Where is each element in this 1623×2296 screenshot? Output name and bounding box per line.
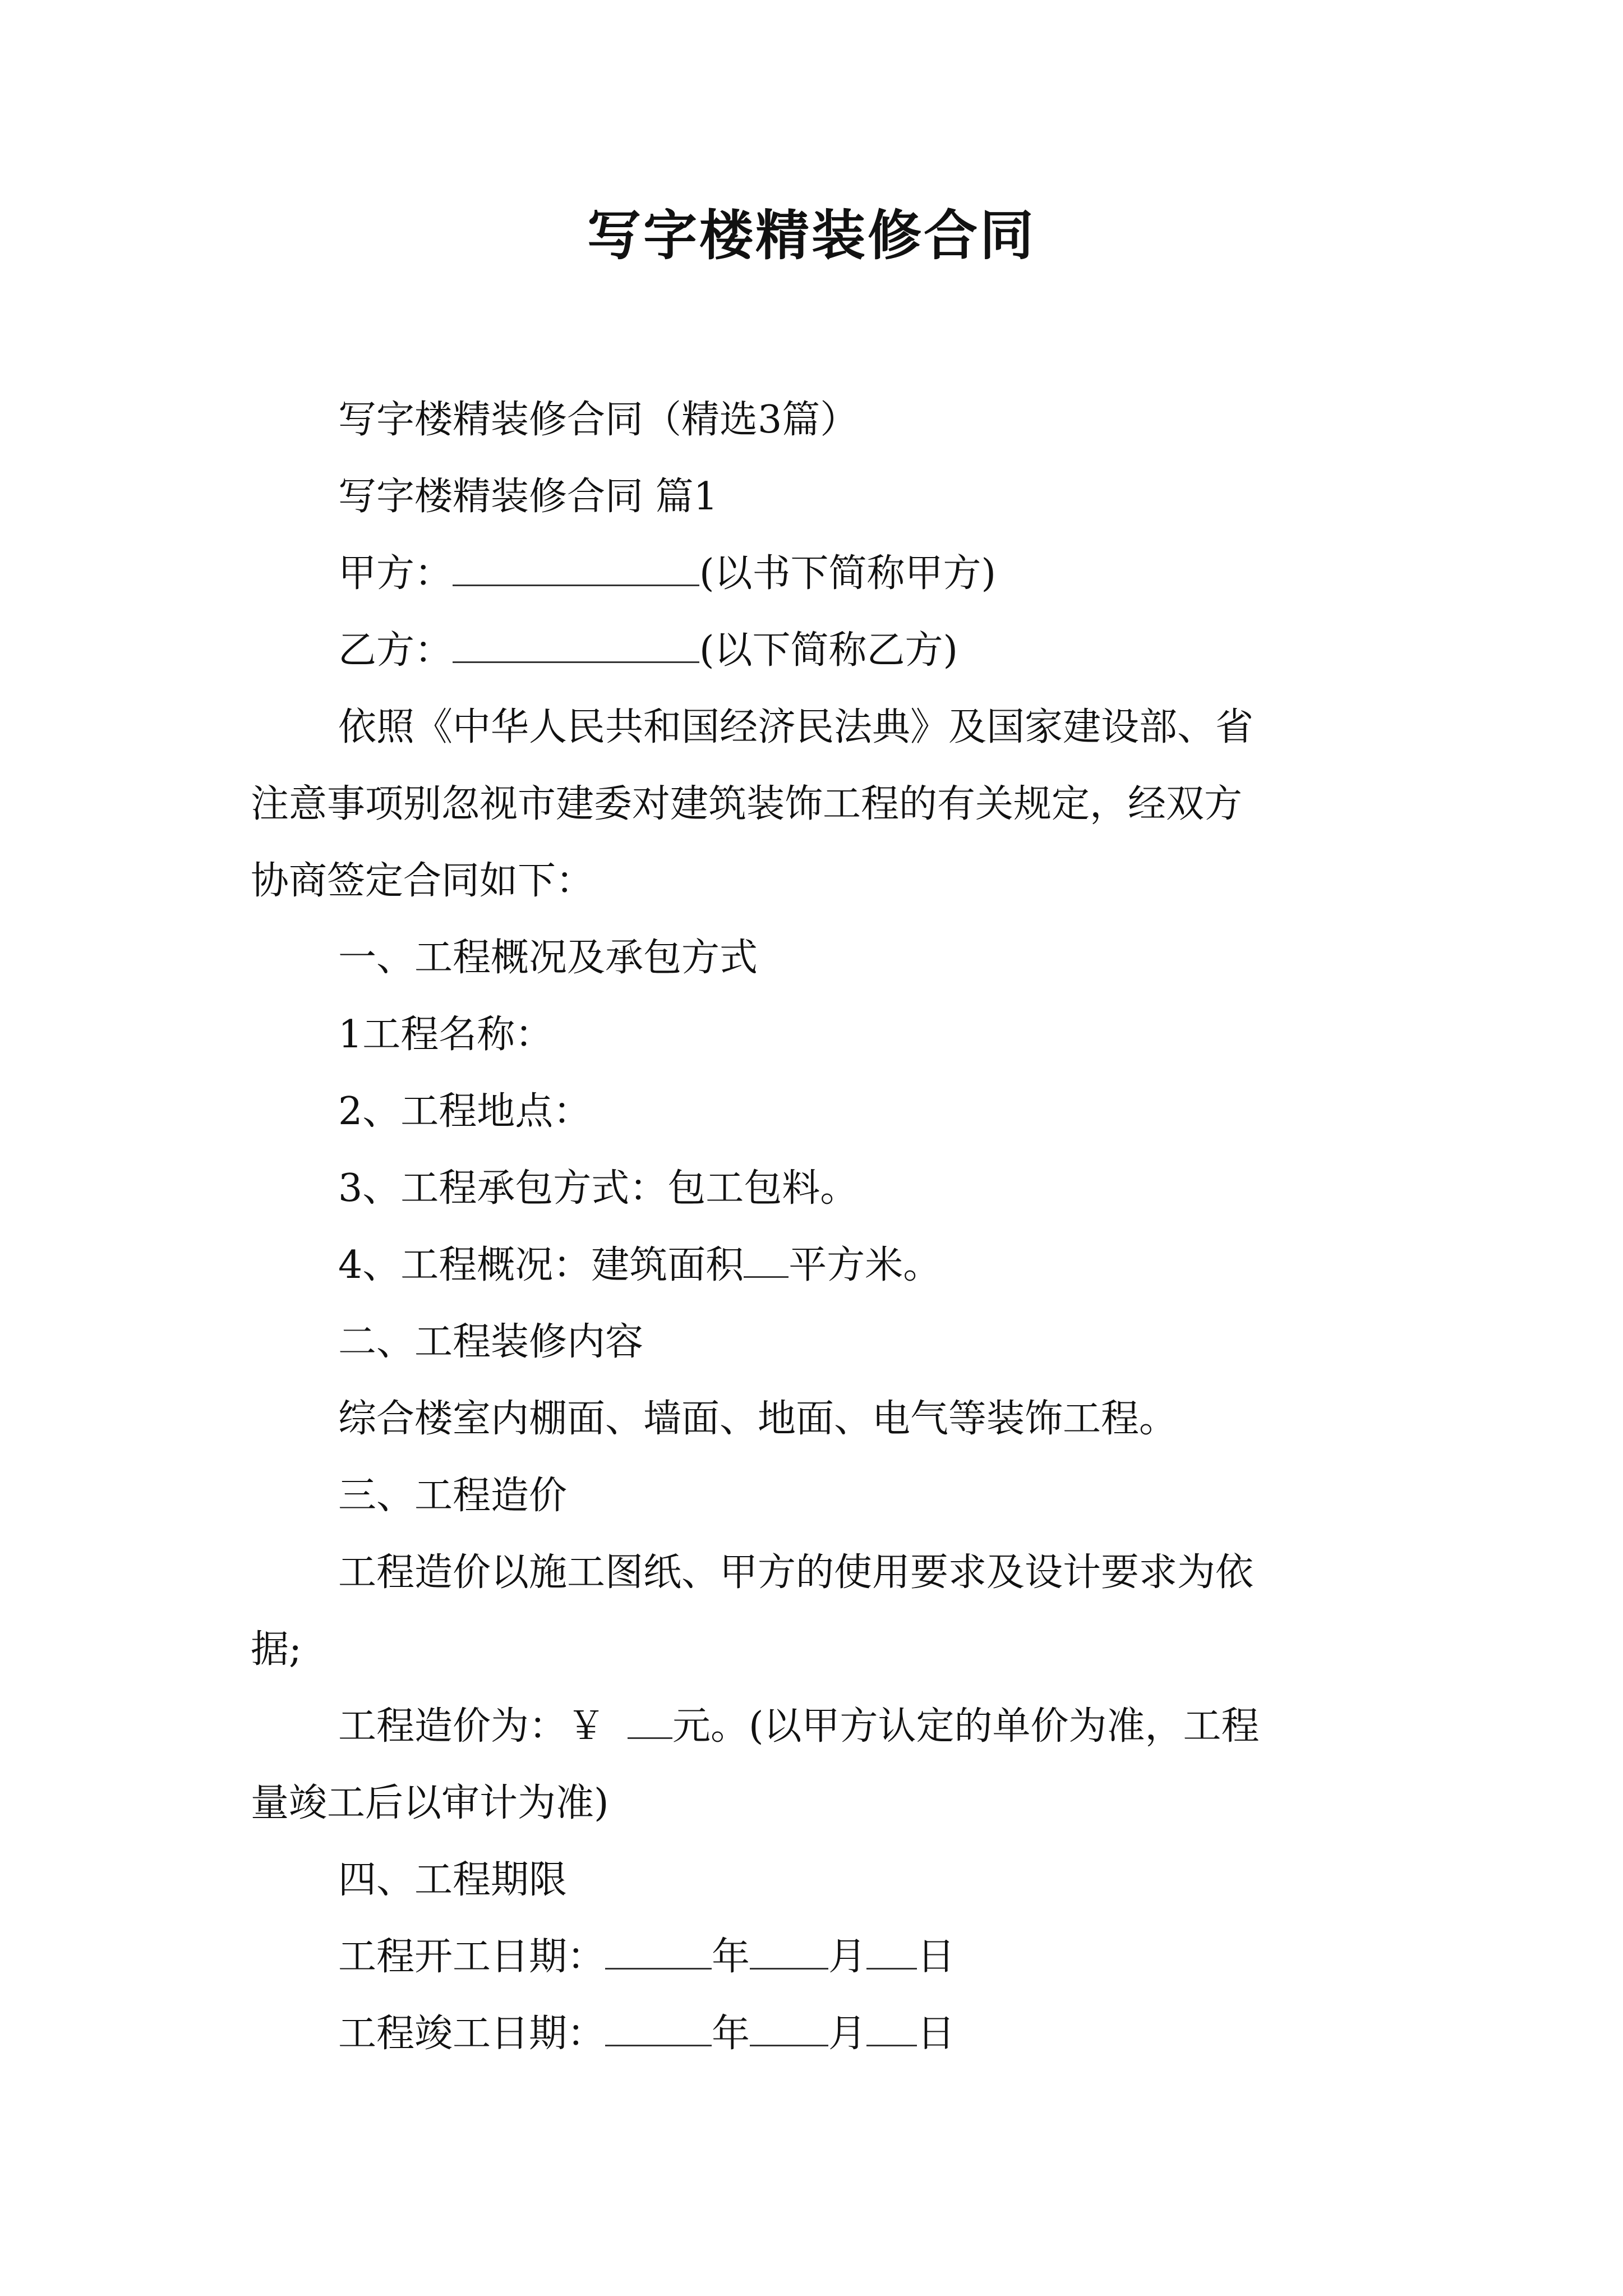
section3-price-line	[251, 1688, 1384, 1765]
party-b-label: 乙方：	[338, 628, 453, 673]
section3-price-line-2: 量竣工后以审计为准)	[251, 1781, 609, 1825]
document-body	[251, 381, 1384, 2072]
party-a-line	[251, 535, 1384, 612]
item4-post: 平方米。	[789, 1243, 942, 1287]
subtitle: 写字楼精装修合同（精选3篇）	[338, 398, 859, 442]
intro-line-3: 协商签定合同如下：	[251, 859, 594, 903]
intro-line-1: 依照《中华人民共和国经济民法典》及国家建设部、省	[338, 705, 1254, 749]
price-post: 元。(以甲方认定的单价为准，工程	[672, 1704, 1260, 1749]
start-year-label: 年	[712, 1935, 750, 1979]
end-day-label: 日	[917, 2012, 956, 2056]
end-day-blank	[866, 2013, 917, 2046]
section2-content: 综合楼室内棚面、墙面、地面、电气等装饰工程。	[338, 1397, 1178, 1441]
party-b-blank	[453, 630, 699, 663]
end-year-blank	[605, 2013, 712, 2046]
party-b-line	[251, 612, 1384, 689]
end-month-blank	[750, 2013, 828, 2046]
area-blank	[744, 1245, 789, 1278]
party-a-note: (以书下简称甲方)	[699, 551, 997, 596]
section2-heading: 二、工程装修内容	[338, 1320, 644, 1364]
intro-line-2: 注意事项别忽视市建委对建筑装饰工程的有关规定，经双方	[251, 782, 1243, 826]
price-blank	[628, 1706, 672, 1739]
section1-item-2: 2、工程地点：	[338, 1089, 592, 1134]
item4-pre: 4、工程概况：建筑面积	[338, 1243, 744, 1287]
party-a-blank	[453, 553, 699, 586]
section1-heading: 一、工程概况及承包方式	[338, 936, 758, 980]
start-month-blank	[750, 1936, 828, 1970]
end-month-label: 月	[828, 2012, 867, 2056]
end-date-line	[251, 1995, 1384, 2072]
document-title: 写字楼精装修合同	[587, 204, 1036, 267]
section4-heading: 四、工程期限	[338, 1858, 568, 1902]
section-heading: 写字楼精装修合同 篇1	[338, 475, 718, 519]
start-date-line	[251, 1918, 1384, 1995]
start-month-label: 月	[828, 1935, 867, 1979]
section3-basis-line-2: 据;	[251, 1627, 302, 1672]
start-day-blank	[866, 1936, 917, 1970]
section1-item-3: 3、工程承包方式：包工包料。	[338, 1166, 859, 1211]
party-b-note: (以下简称乙方)	[699, 628, 958, 673]
party-a-label: 甲方：	[338, 551, 453, 596]
end-year-label: 年	[712, 2012, 750, 2056]
section3-heading: 三、工程造价	[338, 1474, 568, 1518]
end-date-label: 工程竣工日期：	[338, 2012, 606, 2056]
start-date-label: 工程开工日期：	[338, 1935, 606, 1979]
section1-item-4	[251, 1227, 1384, 1304]
price-pre: 工程造价为：￥	[338, 1704, 606, 1749]
start-day-label: 日	[917, 1935, 956, 1979]
section3-basis-line-1: 工程造价以施工图纸、甲方的使用要求及设计要求为依	[338, 1550, 1254, 1595]
section1-item-1: 1工程名称：	[338, 1013, 554, 1057]
start-year-blank	[605, 1936, 712, 1970]
intro-paragraph	[251, 689, 1384, 766]
